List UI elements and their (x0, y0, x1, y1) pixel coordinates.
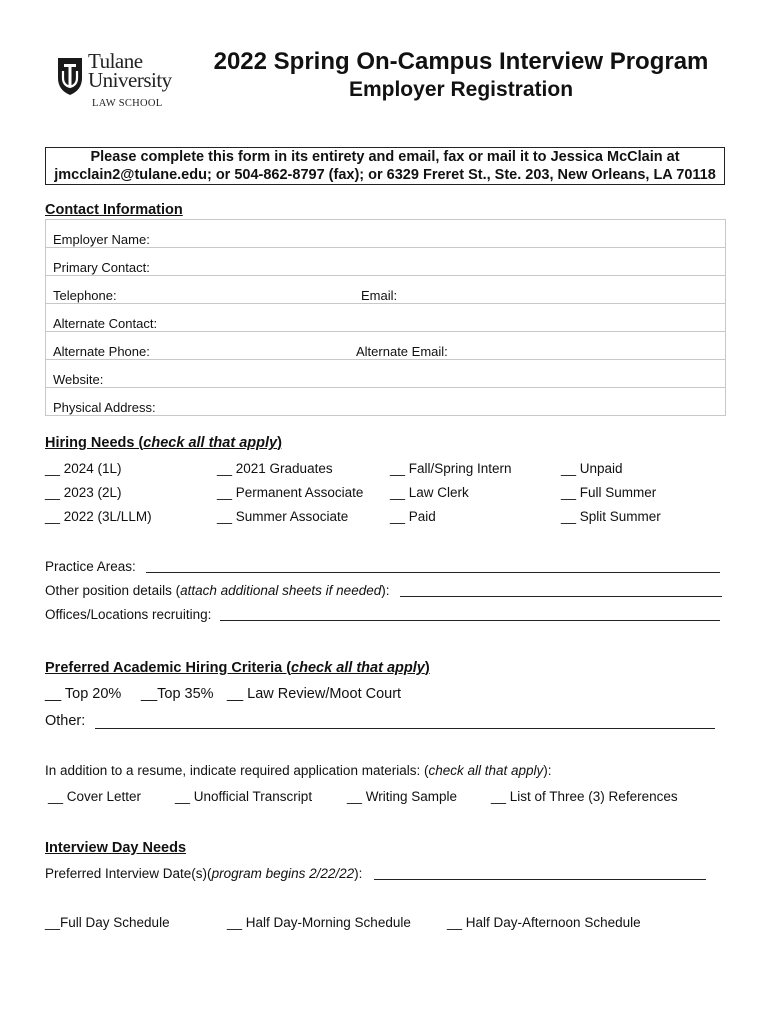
interview-date-prefix: Preferred Interview Date(s)( (45, 866, 212, 881)
instructions-line1: Please complete this form in its entirety and email, fax or mail it to Jessica McClain at (90, 149, 680, 165)
alternate-contact-label: Alternate Contact: (53, 316, 158, 331)
interview-option-half-day-morning[interactable]: __ Half Day-Morning Schedule (227, 915, 411, 930)
employer-name-label: Employer Name: (53, 232, 150, 247)
alternate-phone-label: Alternate Phone: (53, 344, 150, 359)
materials-intro-prefix: In addition to a resume, indicate required application materials: ( (45, 763, 429, 778)
hiring-option-2024-1l[interactable]: __ 2024 (1L) (45, 461, 122, 476)
practice-areas-field[interactable] (146, 559, 720, 573)
interview-date-label (45, 866, 362, 881)
academic-other-label: Other: (45, 713, 86, 729)
logo-tulane: Tulane (88, 49, 143, 73)
hiring-option-permanent-associate[interactable]: __ Permanent Associate (217, 485, 364, 500)
interview-date-italic: program begins 2/22/22 (211, 866, 355, 881)
interview-heading: Interview Day Needs (45, 840, 187, 856)
hiring-heading-prefix: Hiring Needs ( (45, 435, 144, 451)
hiring-option-unpaid[interactable]: __ Unpaid (561, 461, 623, 476)
offices-field[interactable] (220, 607, 720, 621)
academic-heading-suffix: ) (424, 660, 430, 676)
academic-option-law-review[interactable]: __ Law Review/Moot Court (227, 686, 402, 702)
materials-option-references[interactable]: __ List of Three (3) References (491, 789, 678, 804)
academic-option-top-20[interactable]: __ Top 20% (45, 686, 122, 702)
interview-date-field[interactable] (374, 866, 706, 880)
page-title: 2022 Spring On-Campus Interview Program (213, 48, 709, 75)
hiring-heading-suffix: ) (277, 435, 282, 451)
hiring-option-full-summer[interactable]: __ Full Summer (561, 485, 657, 500)
physical-address-row[interactable] (46, 388, 725, 415)
alternate-phone-email-row[interactable] (46, 332, 725, 360)
materials-option-writing-sample[interactable]: __ Writing Sample (347, 789, 458, 804)
practice-areas-label: Practice Areas: (45, 559, 136, 574)
hiring-option-summer-associate[interactable]: __ Summer Associate (217, 509, 349, 524)
offices-label: Offices/Locations recruiting: (45, 607, 212, 622)
hiring-option-law-clerk[interactable]: __ Law Clerk (390, 485, 469, 500)
employer-name-row[interactable] (46, 220, 725, 248)
hiring-option-fall-spring-intern[interactable]: __ Fall/Spring Intern (390, 461, 512, 476)
page-subtitle: Employer Registration (348, 78, 574, 101)
other-position-prefix: Other position details ( (45, 583, 181, 598)
tulane-shield-icon (56, 56, 84, 96)
hiring-option-2023-2l[interactable]: __ 2023 (2L) (45, 485, 122, 500)
telephone-email-row[interactable] (46, 276, 725, 304)
hiring-option-paid[interactable]: __ Paid (390, 509, 436, 524)
physical-address-label: Physical Address: (53, 400, 156, 415)
primary-contact-row[interactable] (46, 248, 725, 276)
hiring-heading-italic: check all that apply (143, 435, 278, 451)
materials-intro (45, 763, 552, 778)
instructions-box (45, 147, 725, 185)
interview-date-suffix: ): (354, 866, 363, 881)
website-row[interactable] (46, 360, 725, 388)
contact-heading: Contact Information (45, 202, 183, 218)
interview-option-full-day[interactable]: __Full Day Schedule (45, 915, 170, 930)
contact-table (45, 219, 726, 416)
email-label: Email: (361, 288, 398, 303)
other-position-field[interactable] (400, 583, 722, 597)
hiring-option-2022-3l-llm[interactable]: __ 2022 (3L/LLM) (45, 509, 152, 524)
materials-option-cover-letter[interactable]: __ Cover Letter (48, 789, 142, 804)
academic-heading-prefix: Preferred Academic Hiring Criteria ( (45, 660, 292, 676)
alternate-contact-row[interactable] (46, 304, 725, 332)
logo-university: University (88, 68, 172, 92)
hiring-option-split-summer[interactable]: __ Split Summer (561, 509, 661, 524)
interview-option-half-day-afternoon[interactable]: __ Half Day-Afternoon Schedule (447, 915, 641, 930)
other-position-label (45, 583, 389, 598)
materials-intro-italic: check all that apply (428, 763, 544, 778)
academic-option-top-35[interactable]: __Top 35% (141, 686, 214, 702)
materials-intro-suffix: ): (543, 763, 552, 778)
website-label: Website: (53, 372, 104, 387)
academic-other-field[interactable] (95, 714, 715, 729)
telephone-label: Telephone: (53, 288, 117, 303)
hiring-heading (45, 435, 282, 451)
hiring-option-2021-graduates[interactable]: __ 2021 Graduates (217, 461, 333, 476)
other-position-suffix: ): (381, 583, 390, 598)
materials-option-unofficial-transcript[interactable]: __ Unofficial Transcript (175, 789, 313, 804)
primary-contact-label: Primary Contact: (53, 260, 150, 275)
alternate-email-label: Alternate Email: (356, 344, 448, 359)
tulane-law-logo (56, 49, 186, 112)
academic-heading-italic: check all that apply (291, 660, 425, 676)
other-position-italic: attach additional sheets if needed (180, 583, 382, 598)
instructions-line2: jmcclain2@tulane.edu; or 504-862-8797 (fax); or 6329 Freret St., Ste. 203, New Orleans, LA 70118 (54, 167, 716, 183)
logo-law-school: LAW SCHOOL (92, 98, 163, 109)
academic-heading (45, 660, 430, 676)
